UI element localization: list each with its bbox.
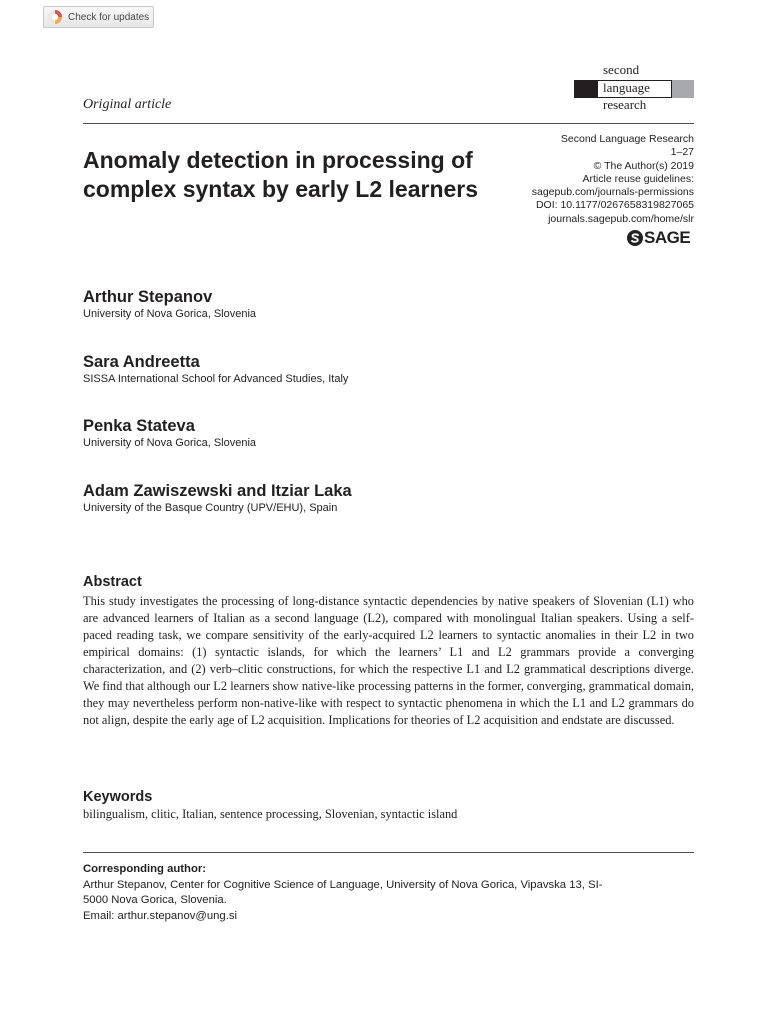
- sage-logo: [627, 228, 690, 248]
- author-name: Sara Andreetta: [83, 353, 200, 371]
- keywords-heading: Keywords: [83, 789, 153, 805]
- logo-word-second: second: [603, 62, 640, 77]
- article-title: Anomaly detection in processing of complex syntax by early L2 learners: [83, 147, 479, 202]
- journal-link[interactable]: journals.sagepub.com/home/slr: [548, 212, 694, 225]
- keywords-text: bilingualism, clitic, Italian, sentence processing, Slovenian, syntactic island: [83, 807, 458, 821]
- corresponding-address-line-2: 5000 Nova Gorica, Slovenia.: [83, 894, 227, 906]
- author-affiliation: University of Nova Gorica, Slovenia: [83, 308, 257, 320]
- doi[interactable]: DOI: 10.1177/0267658319827065: [535, 199, 694, 212]
- author-block: [83, 416, 256, 450]
- corresponding-author: [83, 862, 694, 924]
- sage-s-icon: [627, 230, 643, 246]
- abstract-heading: Abstract: [83, 574, 142, 590]
- author-affiliation: SISSA International School for Advanced Studies, Italy: [83, 373, 349, 385]
- logo-word-language: language: [603, 80, 650, 95]
- logo-gray-bar: [672, 80, 694, 98]
- reuse-guidelines-label: Article reuse guidelines:: [582, 172, 694, 185]
- author-block: [83, 481, 352, 515]
- permissions-link[interactable]: sagepub.com/journals-permissions: [531, 186, 694, 199]
- copyright: © The Author(s) 2019: [593, 159, 694, 172]
- corresponding-address-line-1: Arthur Stepanov, Center for Cognitive Science of Language, University of Nova Gorica, Vipavska 13, SI-: [83, 878, 603, 891]
- logo-black-bar: [574, 80, 597, 98]
- logo-word-research: research: [603, 97, 647, 112]
- author-name: Arthur Stepanov: [83, 288, 213, 306]
- author-block: [83, 352, 348, 386]
- check-for-updates-label: Check for updates: [68, 11, 150, 23]
- journal-logo: [574, 62, 694, 116]
- author-name: Adam Zawiszewski and Itziar Laka: [83, 482, 352, 500]
- author-name: Penka Stateva: [83, 417, 195, 435]
- check-for-updates-icon: [48, 10, 62, 24]
- article-type: Original article: [83, 97, 172, 112]
- author-block: [83, 287, 256, 321]
- corresponding-author-label: Corresponding author:: [83, 863, 207, 875]
- top-divider: [83, 123, 694, 124]
- author-affiliation: University of Nova Gorica, Slovenia: [83, 437, 257, 449]
- abstract-text: This study investigates the processing of long-distance syntactic dependencies by native speakers of Slovenian (L1) who are advanced learners of Italian as a second language (L2), compared with monolingual Italian speakers. Using a self-paced reading task, we compare sensitivity of the early-acquired L2 learners to syntactic anomalies in their L2 in two empirical domains: (1) syntactic islands, for which the learners’ L1 and L2 grammars provide a converging characterization, and (2) verb–clitic constructions, for which the respective L1 and L2 grammatical descriptions diverge. We find that although our L2 learners show native-like processing patterns in the former, converging, grammatical domain, they may nevertheless perform non-native-like with respect to syntactic phenomena in which the L1 and L2 grammars do not align, despite the early age of L2 acquisition. Implications for theories of L2 acquisition and endstate are discussed.: [83, 594, 694, 727]
- corresponding-email[interactable]: Email: arthur.stepanov@ung.si: [83, 909, 238, 922]
- author-affiliation: University of the Basque Country (UPV/EHU), Spain: [83, 502, 338, 514]
- publication-meta: [532, 133, 694, 226]
- sage-wordmark: SAGE: [644, 228, 691, 247]
- check-for-updates-button[interactable]: [43, 6, 154, 28]
- bottom-divider: [83, 852, 694, 853]
- page-range: 1–27: [670, 146, 694, 159]
- journal-name: Second Language Research: [560, 133, 694, 145]
